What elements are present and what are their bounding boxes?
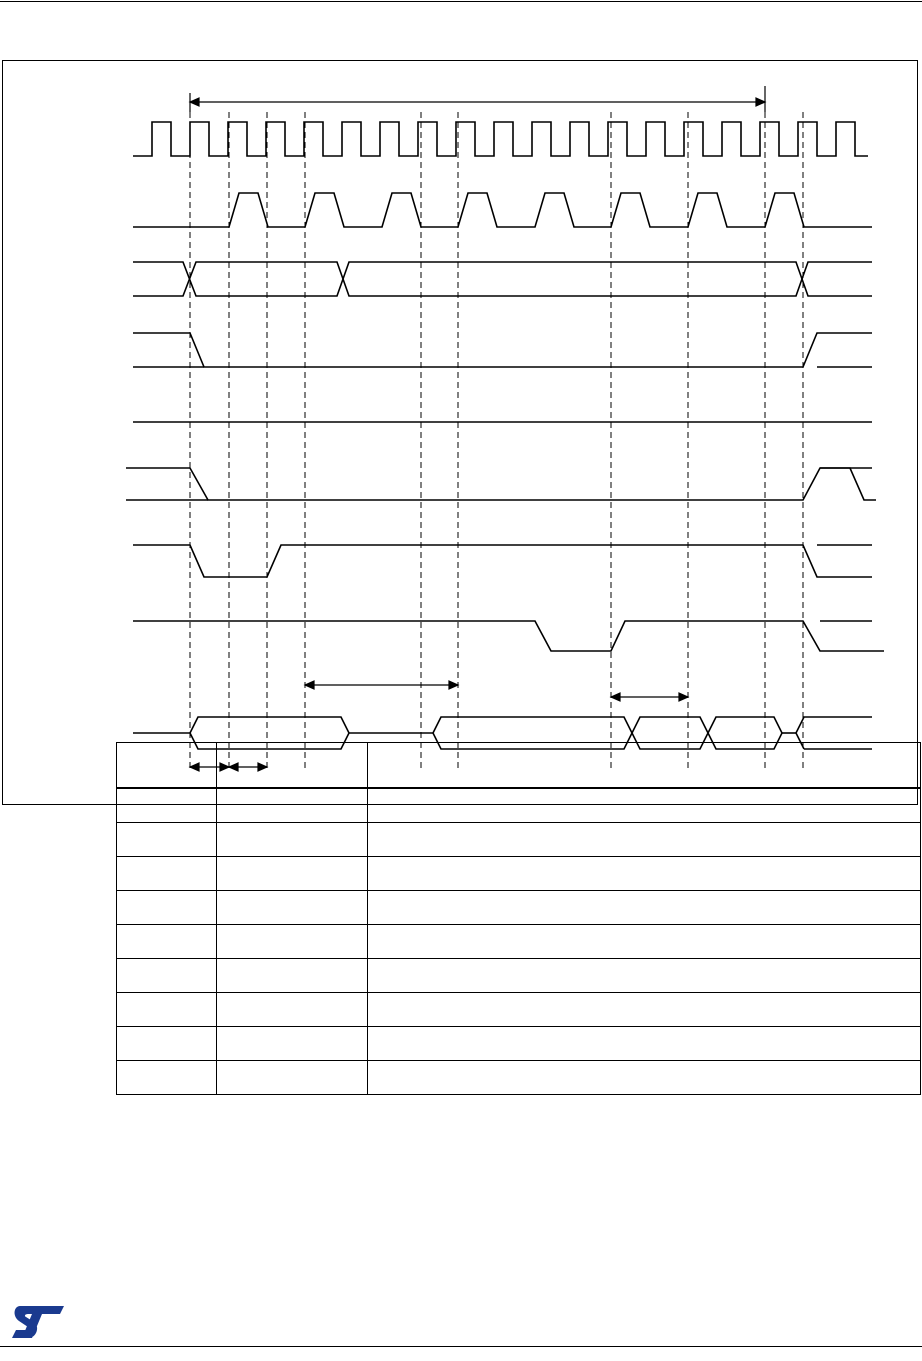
table-cell (217, 1027, 368, 1061)
signal-1-waveform (133, 193, 872, 227)
signal-2-lower (133, 262, 872, 296)
table-row (117, 788, 921, 823)
table-cell (217, 788, 368, 823)
signal-2-upper (133, 262, 872, 296)
table-cell (217, 857, 368, 891)
table-cell (368, 823, 921, 857)
table-row (117, 925, 921, 959)
table-row (117, 891, 921, 925)
timing-reference-lines (190, 112, 803, 770)
table-cell (117, 925, 217, 959)
table-cell (117, 1061, 217, 1095)
signal-3-waveform (133, 333, 872, 367)
table-row (117, 959, 921, 993)
signal-6-waveform (133, 545, 872, 577)
table-cell (117, 959, 217, 993)
table-header-cell (217, 743, 368, 789)
hold-span-arrow-head-right (679, 693, 688, 701)
table-cell (368, 925, 921, 959)
table-cell (368, 891, 921, 925)
table-cell (117, 1027, 217, 1061)
table-row (117, 857, 921, 891)
signal-5-waveform (126, 468, 876, 500)
period-span-arrow-head-right (756, 98, 765, 106)
table-cell (117, 788, 217, 823)
table-cell (217, 993, 368, 1027)
table-cell (217, 925, 368, 959)
waveforms (126, 122, 884, 749)
table-cell (117, 823, 217, 857)
signal-7-waveform (133, 621, 884, 651)
table-cell (368, 788, 921, 823)
timing-arrows (190, 86, 765, 771)
table-cell (217, 959, 368, 993)
table-header-cell (368, 743, 921, 789)
table-header-row (117, 743, 921, 789)
parameter-table (116, 742, 921, 1095)
table-cell (368, 1027, 921, 1061)
period-span-arrow-head-left (190, 98, 199, 106)
table-cell (117, 993, 217, 1027)
table-cell (117, 891, 217, 925)
table-row (117, 1061, 921, 1095)
hold-span-arrow-head-left (611, 693, 620, 701)
setup-span-arrow-head-right (449, 681, 458, 689)
table-cell (217, 823, 368, 857)
footer-rule (0, 1346, 922, 1347)
table-cell (368, 1061, 921, 1095)
table-row (117, 993, 921, 1027)
clock-waveform (133, 122, 868, 156)
st-logo-icon (10, 1304, 66, 1340)
table-cell (217, 1061, 368, 1095)
table-row (117, 1027, 921, 1061)
table-row (117, 823, 921, 857)
setup-span-arrow-head-left (305, 681, 314, 689)
table-cell (368, 993, 921, 1027)
table-cell (117, 857, 217, 891)
table-header-cell (117, 743, 217, 789)
table-cell (368, 959, 921, 993)
table-cell (217, 891, 368, 925)
table-cell (368, 857, 921, 891)
